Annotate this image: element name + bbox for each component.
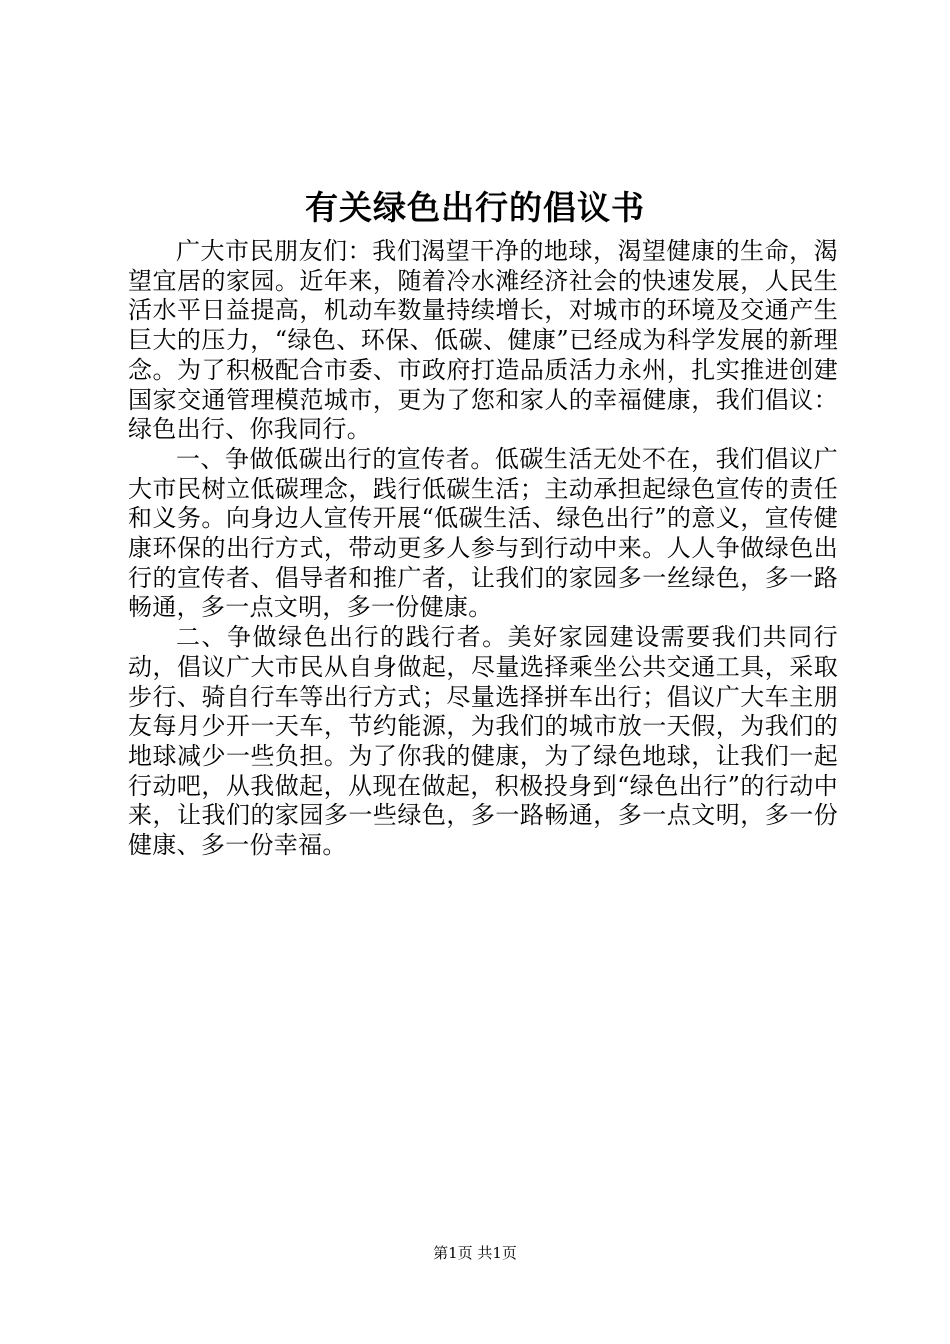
page-number-footer: 第1页 共1页 <box>433 1244 517 1262</box>
document-title: 有关绿色出行的倡议书 <box>305 188 645 227</box>
paragraph-point-one: 一、争做低碳出行的宣传者。低碳生活无处不在，我们倡议广大市民树立低碳理念，践行低碳生活；主动承担起绿色宣传的责任和义务。向身边人宣传开展“低碳生活、绿色出行”的意义，宣传健康环保的出行方式，带动更多人参与到行动中来。人人争做绿色出行的宣传者、倡导者和推广者，让我们的家园多一丝绿色，多一路畅通，多一点文明，多一份健康。 <box>128 444 838 622</box>
paragraph-point-two: 二、争做绿色出行的践行者。美好家园建设需要我们共同行动，倡议广大市民从自身做起，尽量选择乘坐公共交通工具，采取步行、骑自行车等出行方式；尽量选择拼车出行；倡议广大车主朋友每月少开一天车，节约能源，为我们的城市放一天假，为我们的地球减少一些负担。为了你我的健康，为了绿色地球，让我们一起行动吧，从我做起，从现在做起，积极投身到“绿色出行”的行动中来，让我们的家园多一些绿色，多一路畅通，多一点文明，多一份健康、多一份幸福。 <box>128 623 838 860</box>
paragraph-intro: 广大市民朋友们：我们渴望干净的地球，渴望健康的生命，渴望宜居的家园。近年来，随着冷水滩经济社会的快速发展，人民生活水平日益提高，机动车数量持续增长，对城市的环境及交通产生巨大的压力，“绿色、环保、低碳、健康”已经成为科学发展的新理念。为了积极配合市委、市政府打造品质活力永州，扎实推进创建国家交通管理模范城市，更为了您和家人的幸福健康，我们倡议：绿色出行、你我同行。 <box>128 237 838 444</box>
document-body <box>128 237 838 861</box>
